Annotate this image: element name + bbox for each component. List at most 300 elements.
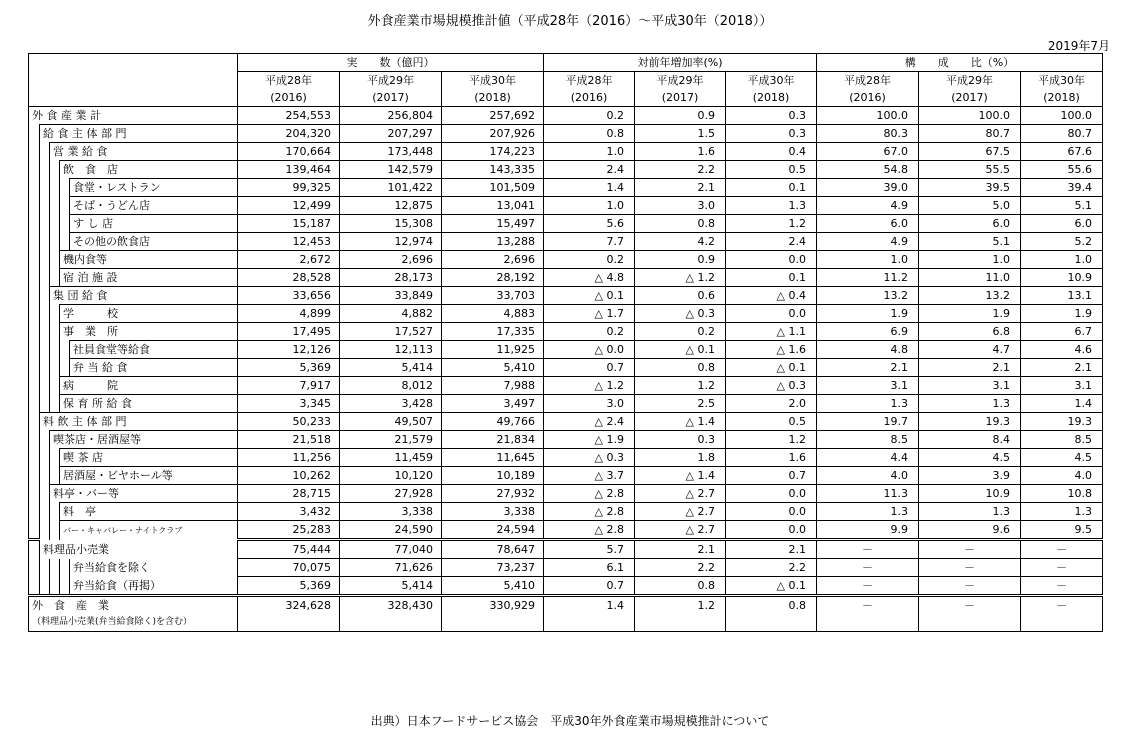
table-cell: － (817, 577, 919, 596)
row-label: 社員食堂等給食 (70, 341, 238, 359)
table-cell: 2.2 (726, 559, 817, 577)
table-cell: 173,448 (340, 143, 442, 161)
table-cell: 2.1 (635, 540, 726, 559)
table-cell: 1.3 (1021, 503, 1103, 521)
table-cell: － (919, 577, 1021, 596)
table-cell: 27,928 (340, 485, 442, 503)
table-row (29, 485, 1103, 503)
table-cell: 2,696 (340, 251, 442, 269)
table-cell: 10,262 (238, 467, 340, 485)
indent-spacer (50, 215, 60, 233)
indent-spacer (40, 559, 50, 577)
group-header-share: 構 成 比（%） (817, 54, 1103, 72)
table-cell: 100.0 (919, 107, 1021, 125)
table-cell: 50,233 (238, 413, 340, 431)
indent-spacer (50, 521, 60, 540)
indent-spacer (60, 341, 70, 359)
indent-spacer (40, 467, 50, 485)
table-cell: 6.0 (919, 215, 1021, 233)
table-row (29, 431, 1103, 449)
indent-spacer (50, 161, 60, 179)
table-cell: 28,715 (238, 485, 340, 503)
table-cell: 6.1 (544, 559, 635, 577)
table-cell: 1.2 (635, 377, 726, 395)
table-cell: 1.2 (726, 431, 817, 449)
indent-spacer (29, 161, 40, 179)
header-row-groups (29, 54, 1103, 72)
indent-spacer (29, 503, 40, 521)
table-cell: 80.7 (1021, 125, 1103, 143)
indent-spacer (29, 341, 40, 359)
row-label: 外 食 産 業 (29, 596, 238, 615)
table-row (29, 107, 1103, 125)
indent-spacer (29, 251, 40, 269)
source-note: 出典）日本フードサービス協会 平成30年外食産業市場規模推計について (370, 714, 770, 728)
table-cell: 3,338 (442, 503, 544, 521)
table-cell: 1.6 (726, 449, 817, 467)
table-cell: 2.2 (635, 161, 726, 179)
table-cell: 0.2 (544, 107, 635, 125)
table-cell (635, 614, 726, 632)
indent-spacer (29, 215, 40, 233)
table-cell: 28,528 (238, 269, 340, 287)
table-cell: △ 2.8 (544, 521, 635, 540)
table-cell: 12,113 (340, 341, 442, 359)
table-cell: 256,804 (340, 107, 442, 125)
table-cell: 7,917 (238, 377, 340, 395)
table-cell: 12,499 (238, 197, 340, 215)
table-row (29, 577, 1103, 596)
table-cell: 0.9 (635, 251, 726, 269)
row-label: 学 校 (60, 305, 238, 323)
row-label: 料理品小売業 (40, 540, 238, 559)
table-cell: 328,430 (340, 596, 442, 615)
indent-spacer (29, 377, 40, 395)
table-cell: 11.3 (817, 485, 919, 503)
table-cell: 7.7 (544, 233, 635, 251)
table-row (29, 251, 1103, 269)
table-row (29, 614, 1103, 632)
total-note: （料理品小売業(弁当給食除く)を含む） (29, 614, 238, 632)
indent-spacer (50, 251, 60, 269)
indent-spacer (40, 521, 50, 540)
indent-spacer (40, 215, 50, 233)
table-cell: 17,527 (340, 323, 442, 341)
indent-spacer (50, 503, 60, 521)
indent-spacer (40, 161, 50, 179)
table-cell (1021, 614, 1103, 632)
table-cell: － (919, 559, 1021, 577)
indent-spacer (29, 540, 40, 559)
year-header: 平成30年 (1021, 72, 1103, 90)
year-paren-header: (2016) (238, 89, 340, 107)
indent-spacer (29, 559, 40, 577)
indent-spacer (50, 559, 60, 577)
indent-spacer (29, 431, 40, 449)
table-cell: 71,626 (340, 559, 442, 577)
group-header-growth: 対前年増加率(%) (544, 54, 817, 72)
table-cell: 142,579 (340, 161, 442, 179)
indent-spacer (50, 305, 60, 323)
year-header: 平成28年 (817, 72, 919, 90)
table-cell: 33,656 (238, 287, 340, 305)
group-header-amount: 実 数（億円） (238, 54, 544, 72)
table-cell: 4.9 (817, 233, 919, 251)
table-cell: 49,507 (340, 413, 442, 431)
table-cell: 1.4 (1021, 395, 1103, 413)
table-cell: △ 0.1 (635, 341, 726, 359)
table-cell: 17,495 (238, 323, 340, 341)
table-cell: 1.3 (919, 503, 1021, 521)
indent-spacer (40, 431, 50, 449)
table-cell (544, 614, 635, 632)
table-cell: 17,335 (442, 323, 544, 341)
table-cell: 12,126 (238, 341, 340, 359)
table-cell: 0.8 (635, 359, 726, 377)
table-row (29, 125, 1103, 143)
table-row (29, 197, 1103, 215)
indent-spacer (60, 359, 70, 377)
table-cell: 0.7 (544, 359, 635, 377)
table-cell (442, 614, 544, 632)
table-cell: 28,173 (340, 269, 442, 287)
indent-spacer (29, 323, 40, 341)
table-cell: 1.9 (817, 305, 919, 323)
table-cell: 100.0 (1021, 107, 1103, 125)
table-cell: 10,120 (340, 467, 442, 485)
table-cell: 100.0 (817, 107, 919, 125)
table-row (29, 341, 1103, 359)
table-cell: 3,428 (340, 395, 442, 413)
table-cell: 49,766 (442, 413, 544, 431)
table-row (29, 161, 1103, 179)
indent-spacer (60, 179, 70, 197)
table-cell: 2.4 (544, 161, 635, 179)
table-cell: 5,410 (442, 359, 544, 377)
table-row (29, 559, 1103, 577)
table-cell: 2.1 (726, 540, 817, 559)
table-cell: 101,422 (340, 179, 442, 197)
table-cell: 27,932 (442, 485, 544, 503)
table-cell: 55.6 (1021, 161, 1103, 179)
table-cell: 1.0 (1021, 251, 1103, 269)
table-cell: 204,320 (238, 125, 340, 143)
table-cell: 5.1 (1021, 197, 1103, 215)
row-label: す し 店 (70, 215, 238, 233)
year-paren-header: (2017) (919, 89, 1021, 107)
table-cell: 3.0 (635, 197, 726, 215)
table-cell: 0.8 (635, 577, 726, 596)
table-cell: － (1021, 596, 1103, 615)
table-cell: △ 2.8 (544, 485, 635, 503)
table-cell: 8.4 (919, 431, 1021, 449)
table-cell: 207,926 (442, 125, 544, 143)
table-cell: 39.0 (817, 179, 919, 197)
table-cell: 1.3 (919, 395, 1021, 413)
table-cell: 0.0 (726, 305, 817, 323)
table-cell: △ 1.7 (544, 305, 635, 323)
year-header: 平成29年 (635, 72, 726, 90)
row-label: そば・うどん店 (70, 197, 238, 215)
table-row (29, 540, 1103, 559)
table-cell: 12,453 (238, 233, 340, 251)
table-cell: 1.9 (919, 305, 1021, 323)
indent-spacer (40, 323, 50, 341)
table-cell: 2.1 (635, 179, 726, 197)
indent-spacer (40, 395, 50, 413)
table-cell (340, 614, 442, 632)
table-cell: 2,696 (442, 251, 544, 269)
table-cell: 10.8 (1021, 485, 1103, 503)
year-header: 平成29年 (340, 72, 442, 90)
row-label: 喫茶店・居酒屋等 (50, 431, 238, 449)
year-header: 平成30年 (442, 72, 544, 90)
table-cell: 70,075 (238, 559, 340, 577)
table-cell: 1.6 (635, 143, 726, 161)
table-cell: △ 1.9 (544, 431, 635, 449)
table-cell: 1.9 (1021, 305, 1103, 323)
table-cell: 0.0 (726, 251, 817, 269)
table-cell: 4.4 (817, 449, 919, 467)
table-row (29, 467, 1103, 485)
table-cell: 2.4 (726, 233, 817, 251)
table-row (29, 521, 1103, 540)
table-cell: 19.3 (1021, 413, 1103, 431)
table-cell: 13,288 (442, 233, 544, 251)
indent-spacer (29, 233, 40, 251)
table-cell: 3,345 (238, 395, 340, 413)
table-cell: 4.0 (817, 467, 919, 485)
table-cell: 67.5 (919, 143, 1021, 161)
table-row (29, 596, 1103, 615)
table-cell: 7,988 (442, 377, 544, 395)
indent-spacer (40, 341, 50, 359)
indent-spacer (60, 197, 70, 215)
table-row (29, 377, 1103, 395)
table-cell: 0.5 (726, 413, 817, 431)
table-cell: △ 0.4 (726, 287, 817, 305)
indent-spacer (29, 577, 40, 596)
table-cell: 4.2 (635, 233, 726, 251)
table-cell: △ 0.0 (544, 341, 635, 359)
table-cell: 10.9 (1021, 269, 1103, 287)
table-cell: 5.1 (919, 233, 1021, 251)
table-cell: △ 2.4 (544, 413, 635, 431)
table-cell: 12,875 (340, 197, 442, 215)
table-cell: 0.2 (544, 251, 635, 269)
row-label: 宿 泊 施 設 (60, 269, 238, 287)
table-cell: 10,189 (442, 467, 544, 485)
table-cell: 13.1 (1021, 287, 1103, 305)
table-cell: 3,432 (238, 503, 340, 521)
table-cell: △ 2.7 (635, 485, 726, 503)
row-label: 事 業 所 (60, 323, 238, 341)
year-paren-header: (2018) (726, 89, 817, 107)
table-cell: 10.9 (919, 485, 1021, 503)
indent-spacer (40, 305, 50, 323)
indent-spacer (29, 413, 40, 431)
table-cell: 4,899 (238, 305, 340, 323)
table-cell: 54.8 (817, 161, 919, 179)
indent-spacer (40, 503, 50, 521)
table-cell: 9.9 (817, 521, 919, 540)
table-cell: 3.9 (919, 467, 1021, 485)
table-cell: 2.1 (817, 359, 919, 377)
table-cell: 2.1 (1021, 359, 1103, 377)
table-cell: 1.2 (635, 596, 726, 615)
indent-spacer (50, 323, 60, 341)
table-cell: 0.3 (635, 431, 726, 449)
table-cell: 1.5 (635, 125, 726, 143)
indent-spacer (29, 197, 40, 215)
table-cell: 5,369 (238, 577, 340, 596)
indent-spacer (60, 233, 70, 251)
row-label: 居酒屋・ビヤホール等 (60, 467, 238, 485)
table-cell: 1.0 (544, 143, 635, 161)
table-cell: 25,283 (238, 521, 340, 540)
table-cell: 3,338 (340, 503, 442, 521)
table-cell: △ 0.3 (726, 377, 817, 395)
table-row (29, 449, 1103, 467)
row-label: 料 飲 主 体 部 門 (40, 413, 238, 431)
table-cell: 24,594 (442, 521, 544, 540)
table-cell: － (1021, 540, 1103, 559)
indent-spacer (40, 251, 50, 269)
table-cell: 67.0 (817, 143, 919, 161)
year-paren-header: (2018) (442, 89, 544, 107)
table-row (29, 503, 1103, 521)
table-cell: 15,497 (442, 215, 544, 233)
table-cell: 6.0 (1021, 215, 1103, 233)
table-cell: 67.6 (1021, 143, 1103, 161)
row-label: 営 業 給 食 (50, 143, 238, 161)
year-paren-header: (2017) (635, 89, 726, 107)
indent-spacer (50, 341, 60, 359)
table-cell: 0.8 (726, 596, 817, 615)
table-cell: △ 0.1 (726, 577, 817, 596)
table-cell: △ 1.4 (635, 413, 726, 431)
table-row (29, 413, 1103, 431)
table-cell: 2,672 (238, 251, 340, 269)
table-cell: 2.0 (726, 395, 817, 413)
table-cell: 1.3 (726, 197, 817, 215)
indent-spacer (29, 467, 40, 485)
table-cell: 0.0 (726, 521, 817, 540)
table-cell: 13.2 (817, 287, 919, 305)
indent-spacer (29, 395, 40, 413)
table-cell (726, 614, 817, 632)
table-cell: 0.2 (544, 323, 635, 341)
table-cell: 3,497 (442, 395, 544, 413)
year-paren-header: (2016) (544, 89, 635, 107)
table-cell: △ 2.7 (635, 521, 726, 540)
indent-spacer (40, 359, 50, 377)
table-cell: 0.3 (726, 125, 817, 143)
table-cell: 11,645 (442, 449, 544, 467)
row-label: 弁当給食を除く (70, 559, 238, 577)
row-label: 機内食等 (60, 251, 238, 269)
table-cell: 15,308 (340, 215, 442, 233)
indent-spacer (29, 287, 40, 305)
table-row (29, 359, 1103, 377)
table-cell: 0.4 (726, 143, 817, 161)
table-cell (238, 614, 340, 632)
table-row (29, 305, 1103, 323)
table-cell: 73,237 (442, 559, 544, 577)
table-cell: 15,187 (238, 215, 340, 233)
indent-spacer (40, 233, 50, 251)
table-cell: 1.4 (544, 596, 635, 615)
indent-spacer (29, 449, 40, 467)
table-cell: 1.0 (919, 251, 1021, 269)
table-cell: 5,414 (340, 359, 442, 377)
year-paren-header: (2017) (340, 89, 442, 107)
indent-spacer (40, 377, 50, 395)
indent-spacer (40, 449, 50, 467)
table-cell: 0.5 (726, 161, 817, 179)
table-cell: 99,325 (238, 179, 340, 197)
row-label: その他の飲食店 (70, 233, 238, 251)
table-cell: 5,410 (442, 577, 544, 596)
indent-spacer (50, 395, 60, 413)
table-cell: 3.1 (1021, 377, 1103, 395)
table-cell: 11.0 (919, 269, 1021, 287)
table-cell: 39.4 (1021, 179, 1103, 197)
row-label: 給 食 主 体 部 門 (40, 125, 238, 143)
table-cell: △ 1.2 (544, 377, 635, 395)
table-cell: 21,518 (238, 431, 340, 449)
indent-spacer (29, 179, 40, 197)
table-cell: 139,464 (238, 161, 340, 179)
year-header: 平成28年 (544, 72, 635, 90)
table-cell: 0.8 (635, 215, 726, 233)
table-cell: 4,883 (442, 305, 544, 323)
table-cell: 5,414 (340, 577, 442, 596)
market-size-table (28, 53, 1103, 632)
table-cell: △ 0.1 (726, 359, 817, 377)
table-cell: 11,459 (340, 449, 442, 467)
table-cell: 0.6 (635, 287, 726, 305)
table-cell: 257,692 (442, 107, 544, 125)
indent-spacer (40, 143, 50, 161)
table-cell: 13,041 (442, 197, 544, 215)
table-cell: 21,834 (442, 431, 544, 449)
year-paren-header: (2016) (817, 89, 919, 107)
table-cell: 5.6 (544, 215, 635, 233)
year-header: 平成29年 (919, 72, 1021, 90)
table-cell: △ 1.6 (726, 341, 817, 359)
table-cell: 19.3 (919, 413, 1021, 431)
table-cell: 143,335 (442, 161, 544, 179)
table-cell: 0.7 (544, 577, 635, 596)
table-row (29, 287, 1103, 305)
table-cell: 6.8 (919, 323, 1021, 341)
table-cell: 11.2 (817, 269, 919, 287)
table-cell: 33,849 (340, 287, 442, 305)
year-header: 平成30年 (726, 72, 817, 90)
table-cell: 5,369 (238, 359, 340, 377)
indent-spacer (29, 521, 40, 540)
table-cell: － (919, 540, 1021, 559)
header-row-years-western (29, 89, 1103, 107)
table-cell: 2.2 (635, 559, 726, 577)
table-cell: 6.0 (817, 215, 919, 233)
table-cell: － (919, 596, 1021, 615)
table-cell (919, 614, 1021, 632)
table-cell: △ 1.1 (726, 323, 817, 341)
indent-spacer (50, 269, 60, 287)
table-row (29, 323, 1103, 341)
